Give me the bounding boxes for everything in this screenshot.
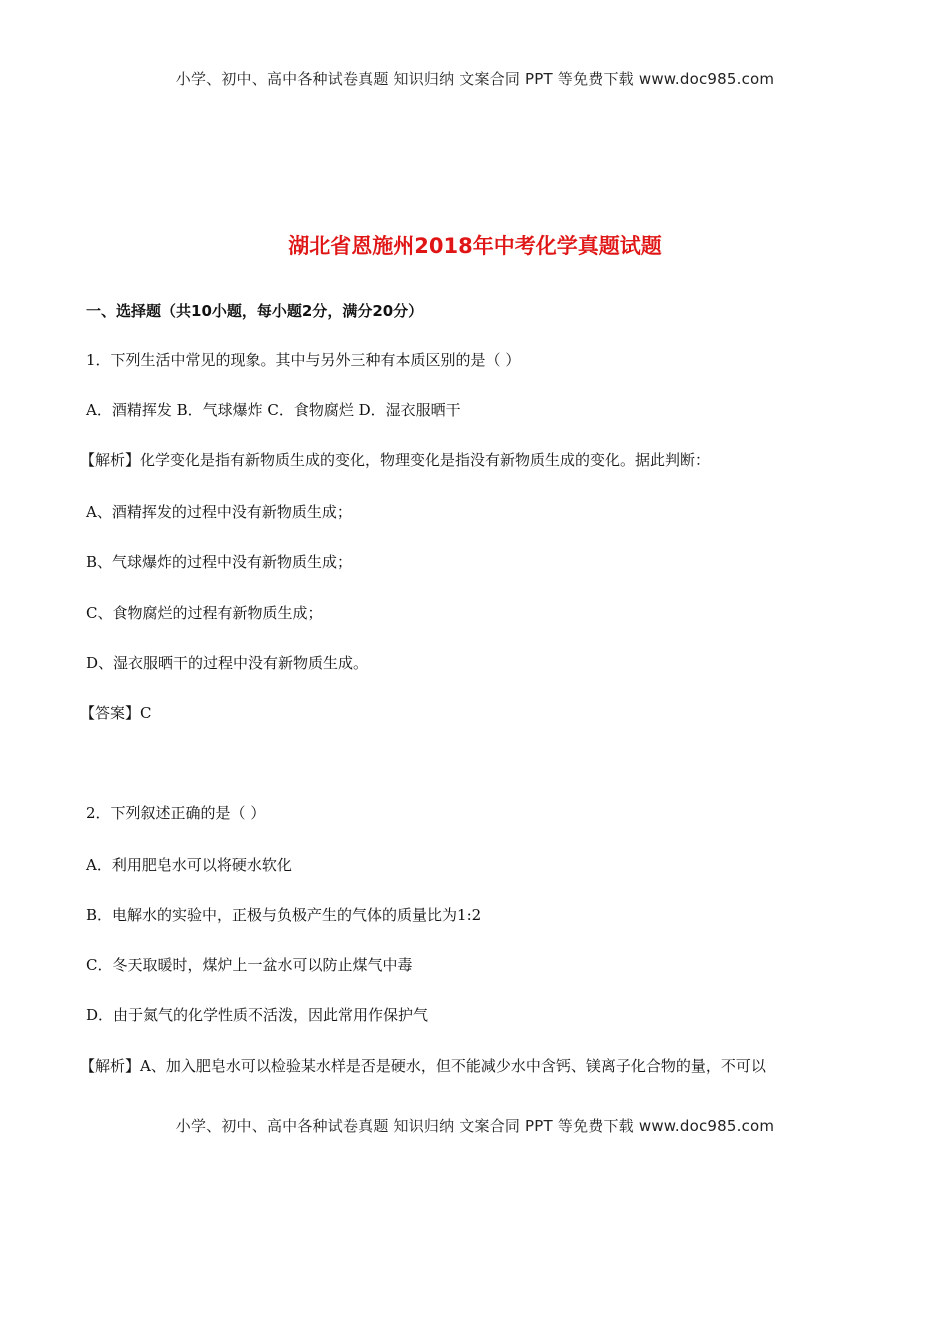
question-1-options: A．酒精挥发 B．气球爆炸 C．食物腐烂 D．湿衣服晒干 [86,401,461,419]
question-1-answer: 【答案】C [80,704,152,722]
question-1-stem: 1．下列生活中常见的现象。其中与另外三种有本质区别的是（ ） [86,351,521,369]
question-1-analysis-line: B、气球爆炸的过程中没有新物质生成； [86,553,353,571]
section-heading: 一、选择题（共10小题，每小题2分，满分20分） [86,302,424,320]
question-1-analysis-line: C、食物腐烂的过程有新物质生成； [86,604,323,622]
question-1-analysis-line: D、湿衣服晒干的过程中没有新物质生成。 [86,654,369,672]
page-header: 小学、初中、高中各种试卷真题 知识归纳 文案合同 PPT 等免费下载 www.doc985.com [175,70,775,88]
question-2-option: B．电解水的实验中，正极与负极产生的气体的质量比为1:2 [86,906,482,924]
question-2-analysis: 【解析】A、加入肥皂水可以检验某水样是否是硬水，但不能减少水中含钙、镁离子化合物的量，不可以 [80,1057,766,1075]
question-2-stem: 2．下列叙述正确的是（ ） [86,804,266,822]
question-2-option: C．冬天取暖时，煤炉上一盆水可以防止煤气中毒 [86,956,413,974]
question-1-analysis: 【解析】化学变化是指有新物质生成的变化，物理变化是指没有新物质生成的变化。据此判断： [80,451,711,469]
question-2-option: D．由于氮气的化学性质不活泼，因此常用作保护气 [86,1006,429,1024]
question-1-analysis-line: A、酒精挥发的过程中没有新物质生成； [86,503,352,521]
page-title: 湖北省恩施州2018年中考化学真题试题 [288,234,662,258]
page-footer: 小学、初中、高中各种试卷真题 知识归纳 文案合同 PPT 等免费下载 www.doc985.com [175,1117,775,1135]
question-2-option: A．利用肥皂水可以将硬水软化 [86,856,292,874]
